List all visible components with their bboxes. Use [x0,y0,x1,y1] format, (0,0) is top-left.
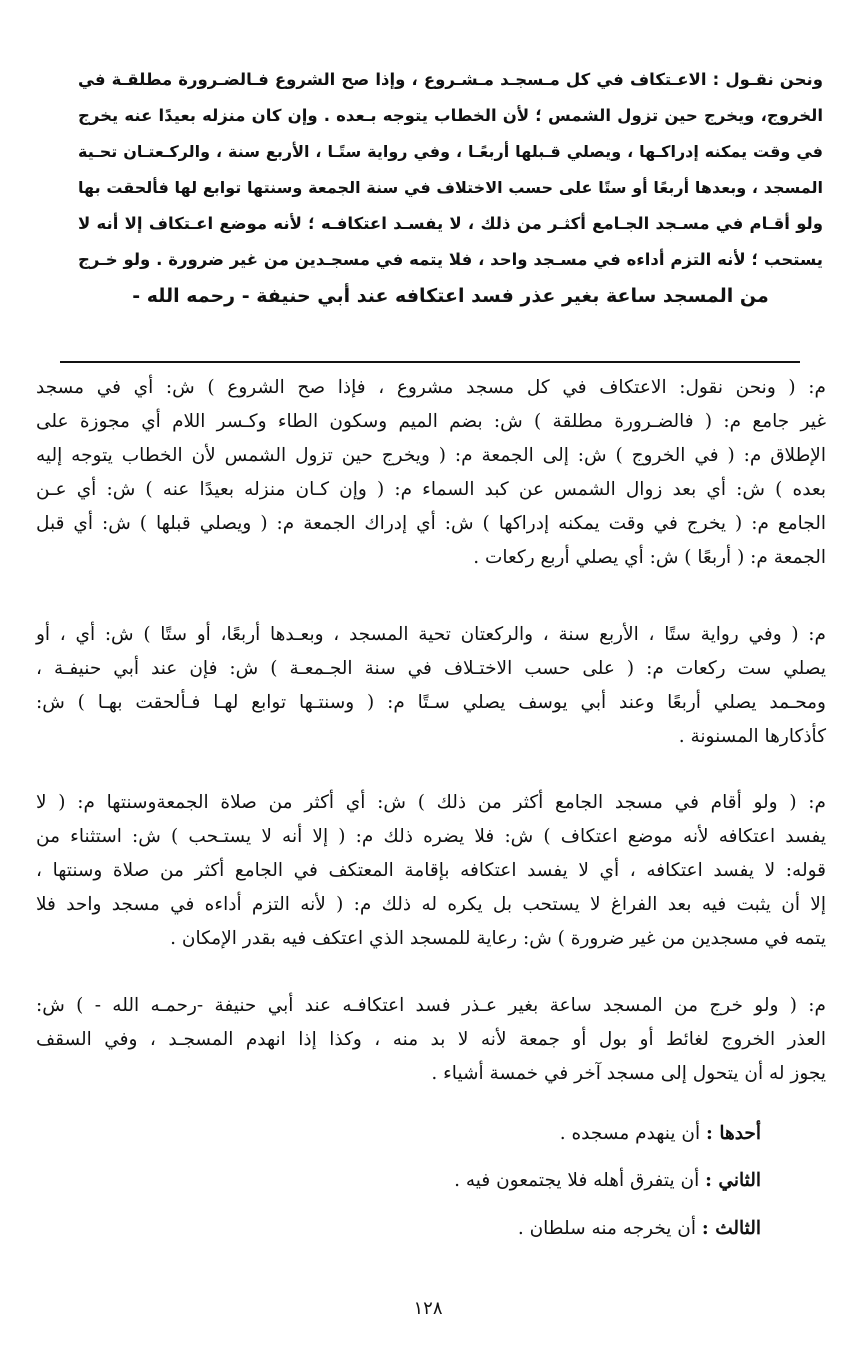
commentary-line: يفسد اعتكافه لأنه موضع اعتكاف ) ش: فلا يضره ذلك م: ( إلا أنه لا يستـحب ) ش: استثناء من [36,826,826,847]
commentary-line: قوله: لا يفسد اعتكافه ، أي لا يفسد اعتكافه بإقامة المعتكف في الجامع أكثر من صلاة وسنتها ، [36,860,826,881]
commentary-line: يصلي ست ركعات م: ( على حسب الاختـلاف في سنة الجـمعـة ) ش: فإن عند أبي حنيفـة ، [36,658,826,679]
main-text-line: الخروج، ويخرج حين تزول الشمس ؛ لأن الخطاب يتوجه بـعده . وإن كان منزله بعيدًا عنه يخرج [78,106,823,125]
commentary-line: الإطلاق م: ( في الخروج ) ش: إلى الجمعة م: ( ويخرج حين تزول الشمس لأن الخطاب يتوجه إليه [36,445,826,466]
main-text-line: المسجد ، وبعدها أربعًا أو ستًا على حسب الاختلاف في سنة الجمعة وسنتها توابع لها فألحقت بها [78,178,823,197]
commentary-paragraph [36,618,826,754]
main-text-line: ونحن نقـول : الاعـتكاف في كل مـسجـد مـشـروع ، وإذا صح الشروع فـالضـرورة مطلقـة في [78,70,823,89]
commentary-line: غير جامع م: ( فالضـرورة مطلقة ) ش: بضم الميم وسكون الطاء وكـسر اللام أي مجوزة على [36,411,826,432]
commentary-line: م: ( ولو أقام في مسجد الجامع أكثر من ذلك ) ش: أي أكثر من صلاة الجمعةوسنتها م: ( لا [36,792,826,813]
commentary-line: الجمعة م: ( أربعًا ) ش: أي يصلي أربع ركعات . [473,547,826,568]
enumerated-item [560,1119,761,1149]
commentary-line: إلا أن يثبت فيه بعد الفراغ لا يستحب بل يكره له ذلك م: ( لأنه التزم أداءه في مسجد واحد فلا [36,894,826,915]
item-text: أن يخرجه منه سلطان . [517,1218,697,1239]
commentary-line: م: ( وفي رواية ستًا ، الأربع سنة ، والركعتان تحية المسجد ، وبعـدها أربعًا، أو ستًا ) ش: أي ، أو [36,624,826,645]
enumerated-item [454,1166,761,1196]
commentary-paragraph [36,989,826,1091]
page-number: ١٢٨ [413,1298,443,1319]
commentary-line: يتمه في مسجدين من غير ضرورة ) ش: رعاية للمسجد الذي اعتكف فيه بقدر الإمكان . [170,928,826,949]
item-text: أن يتفرق أهله فلا يجتمعون فيه . [454,1170,700,1191]
commentary-line: يجوز له أن يتحول إلى مسجد آخر في خمسة أشياء . [431,1063,826,1084]
commentary-line: ومحـمد يصلي أربعًا وعند أبي يوسف يصلي سـتًا م: ( وسنتـها توابع لهـا فـألحقت بهـا ) ش: [36,692,826,713]
section-divider [60,361,800,363]
item-label: أحدها : [706,1123,761,1144]
item-label: الثالث : [701,1218,761,1239]
commentary-line: م: ( ولو خرج من المسجد ساعة بغير عـذر فسد اعتكافـه عند أبي حنيفة -رحمـه الله - ) ش: [36,995,826,1016]
commentary-line: الجامع م: ( يخرج في وقت يمكنه إدراكها ) ش: أي إدراك الجمعة م: ( ويصلي قبلها ) ش: أي قبل [36,513,826,534]
enumerated-item [518,1214,761,1244]
commentary-paragraph [36,786,826,956]
item-text: أن ينهدم مسجده . [559,1123,701,1144]
commentary-line: م: ( ونحن نقول: الاعتكاف في كل مسجد مشروع ، فإذا صح الشروع ) ش: أي في مسجد [36,377,826,398]
main-text-line: في وقت يمكنه إدراكـها ، ويصلي قـبلها أربعًـا ، وفي رواية ستًـا ، الأربع سنة ، والركـعتـان تحـية [78,142,823,161]
item-label: الثاني : [705,1170,761,1191]
commentary-paragraph [36,371,826,575]
main-text-block [78,62,823,314]
commentary-line: بعده ) ش: أي بعد زوال الشمس عن كبد السماء م: ( وإن كـان منزله بعيدًا عنه ) ش: أي عـن [36,479,826,500]
main-text-line: من المسجد ساعة بغير عذر فسد اعتكافه عند أبي حنيفة - رحمه الله - [132,285,769,307]
commentary-line: العذر الخروج لغائط أو بول أو جمعة لأنه لا بد منه ، وكذا إذا انهدم المسجـد ، وفي السقف [36,1029,826,1050]
commentary-line: كأذكارها المسنونة . [678,726,826,747]
main-text-line: يستحب ؛ لأنه التزم أداءه في مسـجد واحد ، فلا يتمه في مسجـدين من غير ضرورة . ولو خـرج [78,250,823,269]
main-text-line: ولو أقـام في مسـجد الجـامع أكثـر من ذلك ، لا يفسـد اعتكافـه ؛ لأنه موضع اعـتكاف إلا أنه لا [78,214,823,233]
